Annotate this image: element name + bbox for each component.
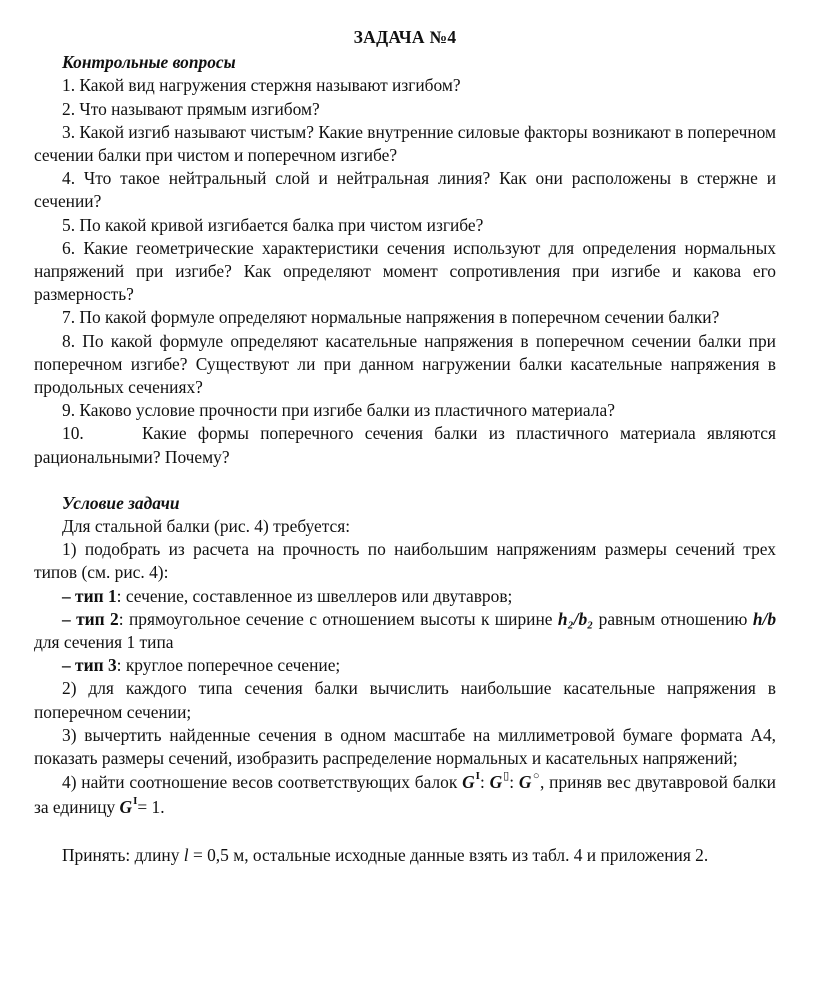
type-2-label: – тип 2: [62, 608, 119, 629]
type-2-text-c: для сечения 1 типа: [34, 632, 174, 653]
type-3-label: – тип 3: [62, 655, 117, 676]
weight-g-ibeam: [462, 772, 480, 792]
accept-text-b: = 0,5 м, остальные исходные данные взять из табл. 4 и приложения 2.: [188, 845, 709, 866]
type-2-text-a: : прямоугольное сечение с отношением высоты к ширине: [118, 608, 558, 629]
ibeam-icon: I: [133, 795, 138, 808]
question-3: 3. Какой изгиб называют чистым? Какие внутренние силовые факторы возникают в поперечном сечении балки при чистом и поперечном изгибе?: [34, 121, 776, 166]
accept-paragraph: [34, 844, 776, 867]
task-step-1: 1) подобрать из расчета на прочность по наибольшим напряжениям размеры сечений трех типов (см. рис. 4):: [34, 539, 776, 583]
weight-g-symbol: G: [462, 772, 475, 793]
task-heading: Условие задачи: [62, 492, 180, 513]
weight-g-rect: [490, 772, 510, 792]
ibeam-icon: I: [475, 770, 480, 783]
question-6: 6. Какие геометрические характеристики сечения используют для определения нормальных напряжений при изгибе? Как определяют момент сопротивления при изгибе и какова его размерность?: [34, 237, 776, 305]
control-questions-heading: Контрольные вопросы: [62, 52, 236, 73]
weight-g-ibeam-unit: [120, 797, 138, 817]
accept-text-a: Принять: длину: [62, 845, 184, 866]
type-3-text: : круглое поперечное сечение;: [116, 655, 341, 676]
task-intro: Для стальной балки (рис. 4) требуется:: [62, 516, 351, 537]
question-4: 4. Что такое нейтральный слой и нейтральная линия? Как они расположены в стержне и сечении?: [34, 168, 776, 212]
type-2-hb: h/b: [752, 608, 777, 629]
ratio-colon: :: [479, 772, 485, 793]
weight-g-symbol: G: [518, 772, 532, 793]
task-step-3: 3) вычертить найденные сечения в одном масштабе на миллиметровой бумаге формата А4, показать размеры сечений, изобразить распределение нормальных и касательных напряжений;: [34, 724, 776, 769]
question-10: [34, 422, 776, 468]
question-2: 2. Что называют прямым изгибом?: [62, 98, 320, 119]
task-type-3: [34, 654, 776, 677]
task-type-1: [34, 585, 776, 608]
question-1: 1. Какой вид нагружения стержня называют изгибом?: [62, 75, 461, 96]
weight-g-symbol: G: [489, 772, 503, 793]
task-step-2: 2) для каждого типа сечения балки вычислить наибольшие касательные напряжения в поперечном сечении;: [34, 678, 776, 722]
question-5: 5. По какой кривой изгибается балка при чистом изгибе?: [62, 214, 484, 235]
type-1-label: – тип 1: [62, 585, 117, 606]
document-page: [34, 26, 776, 868]
question-10-text: Какие формы поперечного сечения балки из пластичного материала являются рациональными? Почему?: [34, 423, 776, 467]
step-4-text-a: 4) найти соотношение весов соответствующих балок: [62, 772, 463, 793]
length-symbol: l: [183, 845, 189, 866]
question-9: 9. Каково условие прочности при изгибе балки из пластичного материала?: [62, 400, 615, 421]
task-type-2: [34, 608, 776, 654]
step-4-text-b: , приняв вес двутавровой балки за единицу: [34, 772, 776, 818]
ratio-colon: :: [509, 772, 515, 793]
question-10-number: 10.: [62, 423, 84, 444]
task-step-4: [34, 770, 776, 820]
weight-g-symbol: G: [119, 797, 133, 818]
type-1-text: : сечение, составленное из швеллеров или двутавров;: [116, 585, 513, 606]
rectangle-icon: ▯: [503, 770, 510, 783]
type-2-text-b: равным отношению: [593, 608, 753, 629]
type-2-ratio: h₂/b₂: [557, 608, 594, 629]
step-4-text-c: = 1.: [137, 797, 165, 818]
question-7: 7. По какой формуле определяют нормальные напряжения в поперечном сечении балки?: [62, 307, 720, 328]
circle-icon: ○: [532, 770, 541, 783]
weight-g-circle: [519, 772, 540, 792]
page-title: ЗАДАЧА №4: [353, 27, 457, 47]
question-8: 8. По какой формуле определяют касательные напряжения в поперечном сечении балки при поперечном изгибе? Существуют ли при данном нагружении балки касательные напряжения в продольных сечениях?: [34, 330, 776, 398]
